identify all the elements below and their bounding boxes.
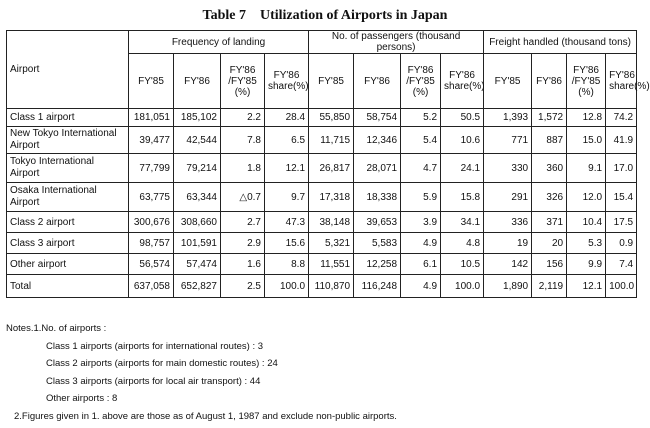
note-2: 2.Figures given in 1. above are those as of August 1, 1987 and exclude non-public airports. [14,410,397,422]
cell-value: 74.2 [606,109,637,127]
cell-value: 17,318 [309,183,354,212]
cell-value: 15.8 [441,183,484,212]
cell-value: 300,676 [129,212,174,233]
cell-value: 4.7 [401,154,441,183]
cell-value: 3.9 [401,212,441,233]
row-label: New Tokyo International Airport [7,127,129,154]
airport-utilization-table [6,30,650,298]
cell-value: 17.0 [606,154,637,183]
cell-value: 20 [532,233,567,254]
cell-value: 1.6 [221,254,265,275]
table-row [7,212,637,233]
header-fy86: FY'86 [174,54,221,109]
table-row [7,109,637,127]
table-row [7,154,637,183]
cell-value: 1,572 [532,109,567,127]
cell-value: 142 [484,254,532,275]
cell-value: 9.1 [567,154,606,183]
header-share: FY'86 share(%) [265,54,309,109]
note-item: Other airports : 8 [46,393,118,404]
cell-value: 15.6 [265,233,309,254]
cell-value: 771 [484,127,532,154]
cell-value: 12.0 [567,183,606,212]
cell-value: 11,715 [309,127,354,154]
header-share: FY'86 share(%) [606,54,637,109]
cell-value: 2.2 [221,109,265,127]
table-row [7,275,637,298]
cell-value: 38,148 [309,212,354,233]
cell-value: 12.1 [567,275,606,298]
cell-value: 28,071 [354,154,401,183]
cell-value: 77,799 [129,154,174,183]
row-label: Class 1 airport [7,109,129,127]
cell-value: 24.1 [441,154,484,183]
table-notes [6,320,397,425]
note-item: Class 2 airports (airports for main domestic routes) : 24 [46,358,278,369]
cell-value: 26,817 [309,154,354,183]
header-airport: Airport [7,31,129,109]
header-fy85: FY'85 [484,54,532,109]
cell-value: 50.5 [441,109,484,127]
cell-value: 326 [532,183,567,212]
cell-value: 360 [532,154,567,183]
row-label: Other airport [7,254,129,275]
cell-value: 9.9 [567,254,606,275]
cell-value: 2.7 [221,212,265,233]
header-fy85: FY'85 [129,54,174,109]
cell-value: 19 [484,233,532,254]
cell-value: 5,321 [309,233,354,254]
header-change: FY'86 /FY'85 (%) [401,54,441,109]
cell-value: 4.9 [401,233,441,254]
cell-value: 6.5 [265,127,309,154]
cell-value: 652,827 [174,275,221,298]
cell-value: 110,870 [309,275,354,298]
row-label: Osaka International Airport [7,183,129,212]
cell-value: 637,058 [129,275,174,298]
cell-value: 39,477 [129,127,174,154]
table-number: Table 7 [202,8,246,23]
cell-value: 156 [532,254,567,275]
cell-value: 1.8 [221,154,265,183]
cell-value: 10.4 [567,212,606,233]
cell-value: 2.5 [221,275,265,298]
cell-value: 10.5 [441,254,484,275]
cell-value: 56,574 [129,254,174,275]
cell-value: 63,775 [129,183,174,212]
cell-value: 5.9 [401,183,441,212]
cell-value: 15.0 [567,127,606,154]
header-change: FY'86 /FY'85 (%) [221,54,265,109]
cell-value: 5,583 [354,233,401,254]
cell-value: 5.4 [401,127,441,154]
cell-value: 1,393 [484,109,532,127]
cell-value: 5.2 [401,109,441,127]
row-label: Tokyo International Airport [7,154,129,183]
table-row [7,183,637,212]
cell-value: 63,344 [174,183,221,212]
cell-value: 7.4 [606,254,637,275]
cell-value: 12,346 [354,127,401,154]
cell-value: 2,119 [532,275,567,298]
row-label: Class 3 airport [7,233,129,254]
cell-value: 12.8 [567,109,606,127]
header-share: FY'86 share(%) [441,54,484,109]
cell-value: 6.1 [401,254,441,275]
cell-value: 12.1 [265,154,309,183]
cell-value: △0.7 [221,183,265,212]
cell-value: 11,551 [309,254,354,275]
cell-value: 330 [484,154,532,183]
cell-value: 101,591 [174,233,221,254]
header-fy86: FY'86 [354,54,401,109]
cell-value: 28.4 [265,109,309,127]
header-change: FY'86 /FY'85 (%) [567,54,606,109]
cell-value: 308,660 [174,212,221,233]
header-group-landing: Frequency of landing [129,31,309,54]
cell-value: 17.5 [606,212,637,233]
cell-value: 5.3 [567,233,606,254]
cell-value: 100.0 [265,275,309,298]
cell-value: 58,754 [354,109,401,127]
cell-value: 100.0 [606,275,637,298]
cell-value: 185,102 [174,109,221,127]
cell-value: 371 [532,212,567,233]
cell-value: 9.7 [265,183,309,212]
cell-value: 116,248 [354,275,401,298]
table-row [7,127,637,154]
cell-value: 79,214 [174,154,221,183]
cell-value: 7.8 [221,127,265,154]
header-fy86: FY'86 [532,54,567,109]
note-item: Class 1 airports (airports for international routes) : 3 [46,340,264,352]
cell-value: 15.4 [606,183,637,212]
cell-value: 18,338 [354,183,401,212]
cell-value: 336 [484,212,532,233]
header-fy85: FY'85 [309,54,354,109]
row-label: Total [7,275,129,298]
cell-value: 4.9 [401,275,441,298]
cell-value: 39,653 [354,212,401,233]
cell-value: 42,544 [174,127,221,154]
cell-value: 181,051 [129,109,174,127]
note-item: Class 3 airports (airports for local air transport) : 44 [46,375,261,387]
cell-value: 55,850 [309,109,354,127]
cell-value: 10.6 [441,127,484,154]
table-row [7,254,637,275]
cell-value: 4.8 [441,233,484,254]
cell-value: 2.9 [221,233,265,254]
header-group-freight: Freight handled (thousand tons) [484,31,637,54]
cell-value: 98,757 [129,233,174,254]
cell-value: 34.1 [441,212,484,233]
header-group-passengers: No. of passengers (thousand persons) [309,31,484,54]
cell-value: 0.9 [606,233,637,254]
cell-value: 57,474 [174,254,221,275]
cell-value: 12,258 [354,254,401,275]
row-label: Class 2 airport [7,212,129,233]
cell-value: 100.0 [441,275,484,298]
cell-value: 887 [532,127,567,154]
cell-value: 291 [484,183,532,212]
table-row [7,233,637,254]
cell-value: 1,890 [484,275,532,298]
notes-heading: Notes.1.No. of airports : [6,323,107,334]
table-title-text: Utilization of Airports in Japan [259,8,448,23]
cell-value: 47.3 [265,212,309,233]
cell-value: 41.9 [606,127,637,154]
cell-value: 8.8 [265,254,309,275]
table-title [0,8,650,24]
